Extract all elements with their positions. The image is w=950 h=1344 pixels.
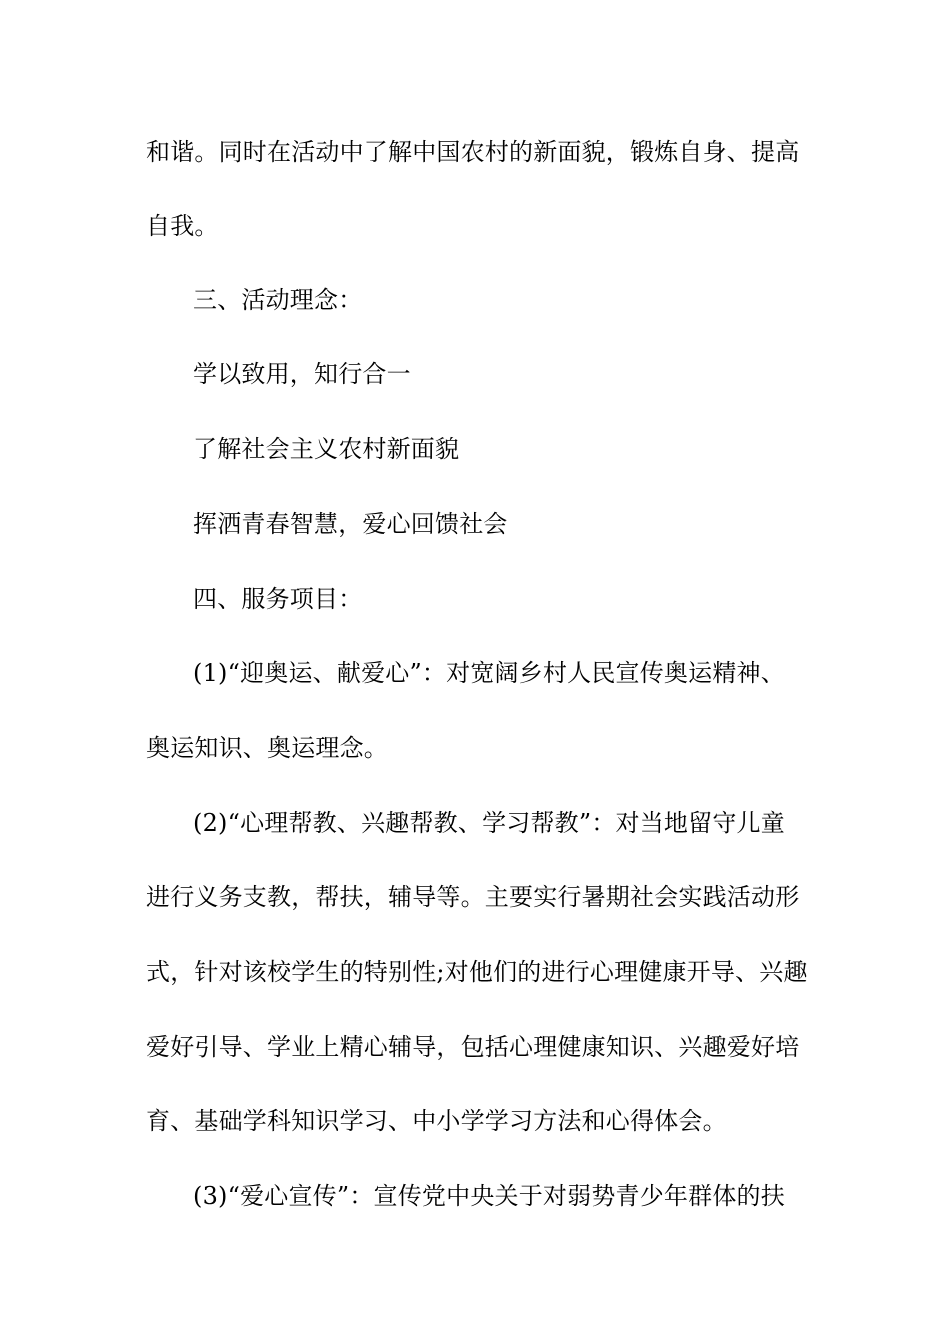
section-heading: 四、服务项目： — [193, 585, 363, 613]
paragraph-line: 奥运知识、奥运理念。 — [146, 734, 388, 762]
paragraph-line: 自我。 — [146, 212, 219, 240]
paragraph-line: (3)“爱心宣传”：宣传党中央关于对弱势青少年群体的扶 — [193, 1182, 785, 1210]
paragraph-line: 了解社会主义农村新面貌 — [193, 435, 460, 463]
section-heading: 三、活动理念： — [193, 286, 363, 314]
paragraph-line: 学以致用，知行合一 — [193, 360, 411, 388]
paragraph-line: (1)“迎奥运、献爱心”：对宽阔乡村人民宣传奥运精神、 — [193, 659, 785, 687]
paragraph-line: 进行义务支教，帮扶，辅导等。主要实行暑期社会实践活动形 — [146, 883, 800, 911]
paragraph-line: (2)“心理帮教、兴趣帮教、学习帮教”：对当地留守儿童 — [193, 809, 785, 837]
paragraph-line: 和谐。同时在活动中了解中国农村的新面貌，锻炼自身、提高 — [146, 138, 800, 166]
paragraph-line: 挥洒青春智慧，爱心回馈社会 — [193, 510, 508, 538]
paragraph-line: 育、基础学科知识学习、中小学学习方法和心得体会。 — [146, 1107, 727, 1135]
paragraph-line: 爱好引导、学业上精心辅导，包括心理健康知识、兴趣爱好培 — [146, 1033, 800, 1061]
paragraph-line: 式，针对该校学生的特别性;对他们的进行心理健康开导、兴趣 — [146, 958, 808, 986]
